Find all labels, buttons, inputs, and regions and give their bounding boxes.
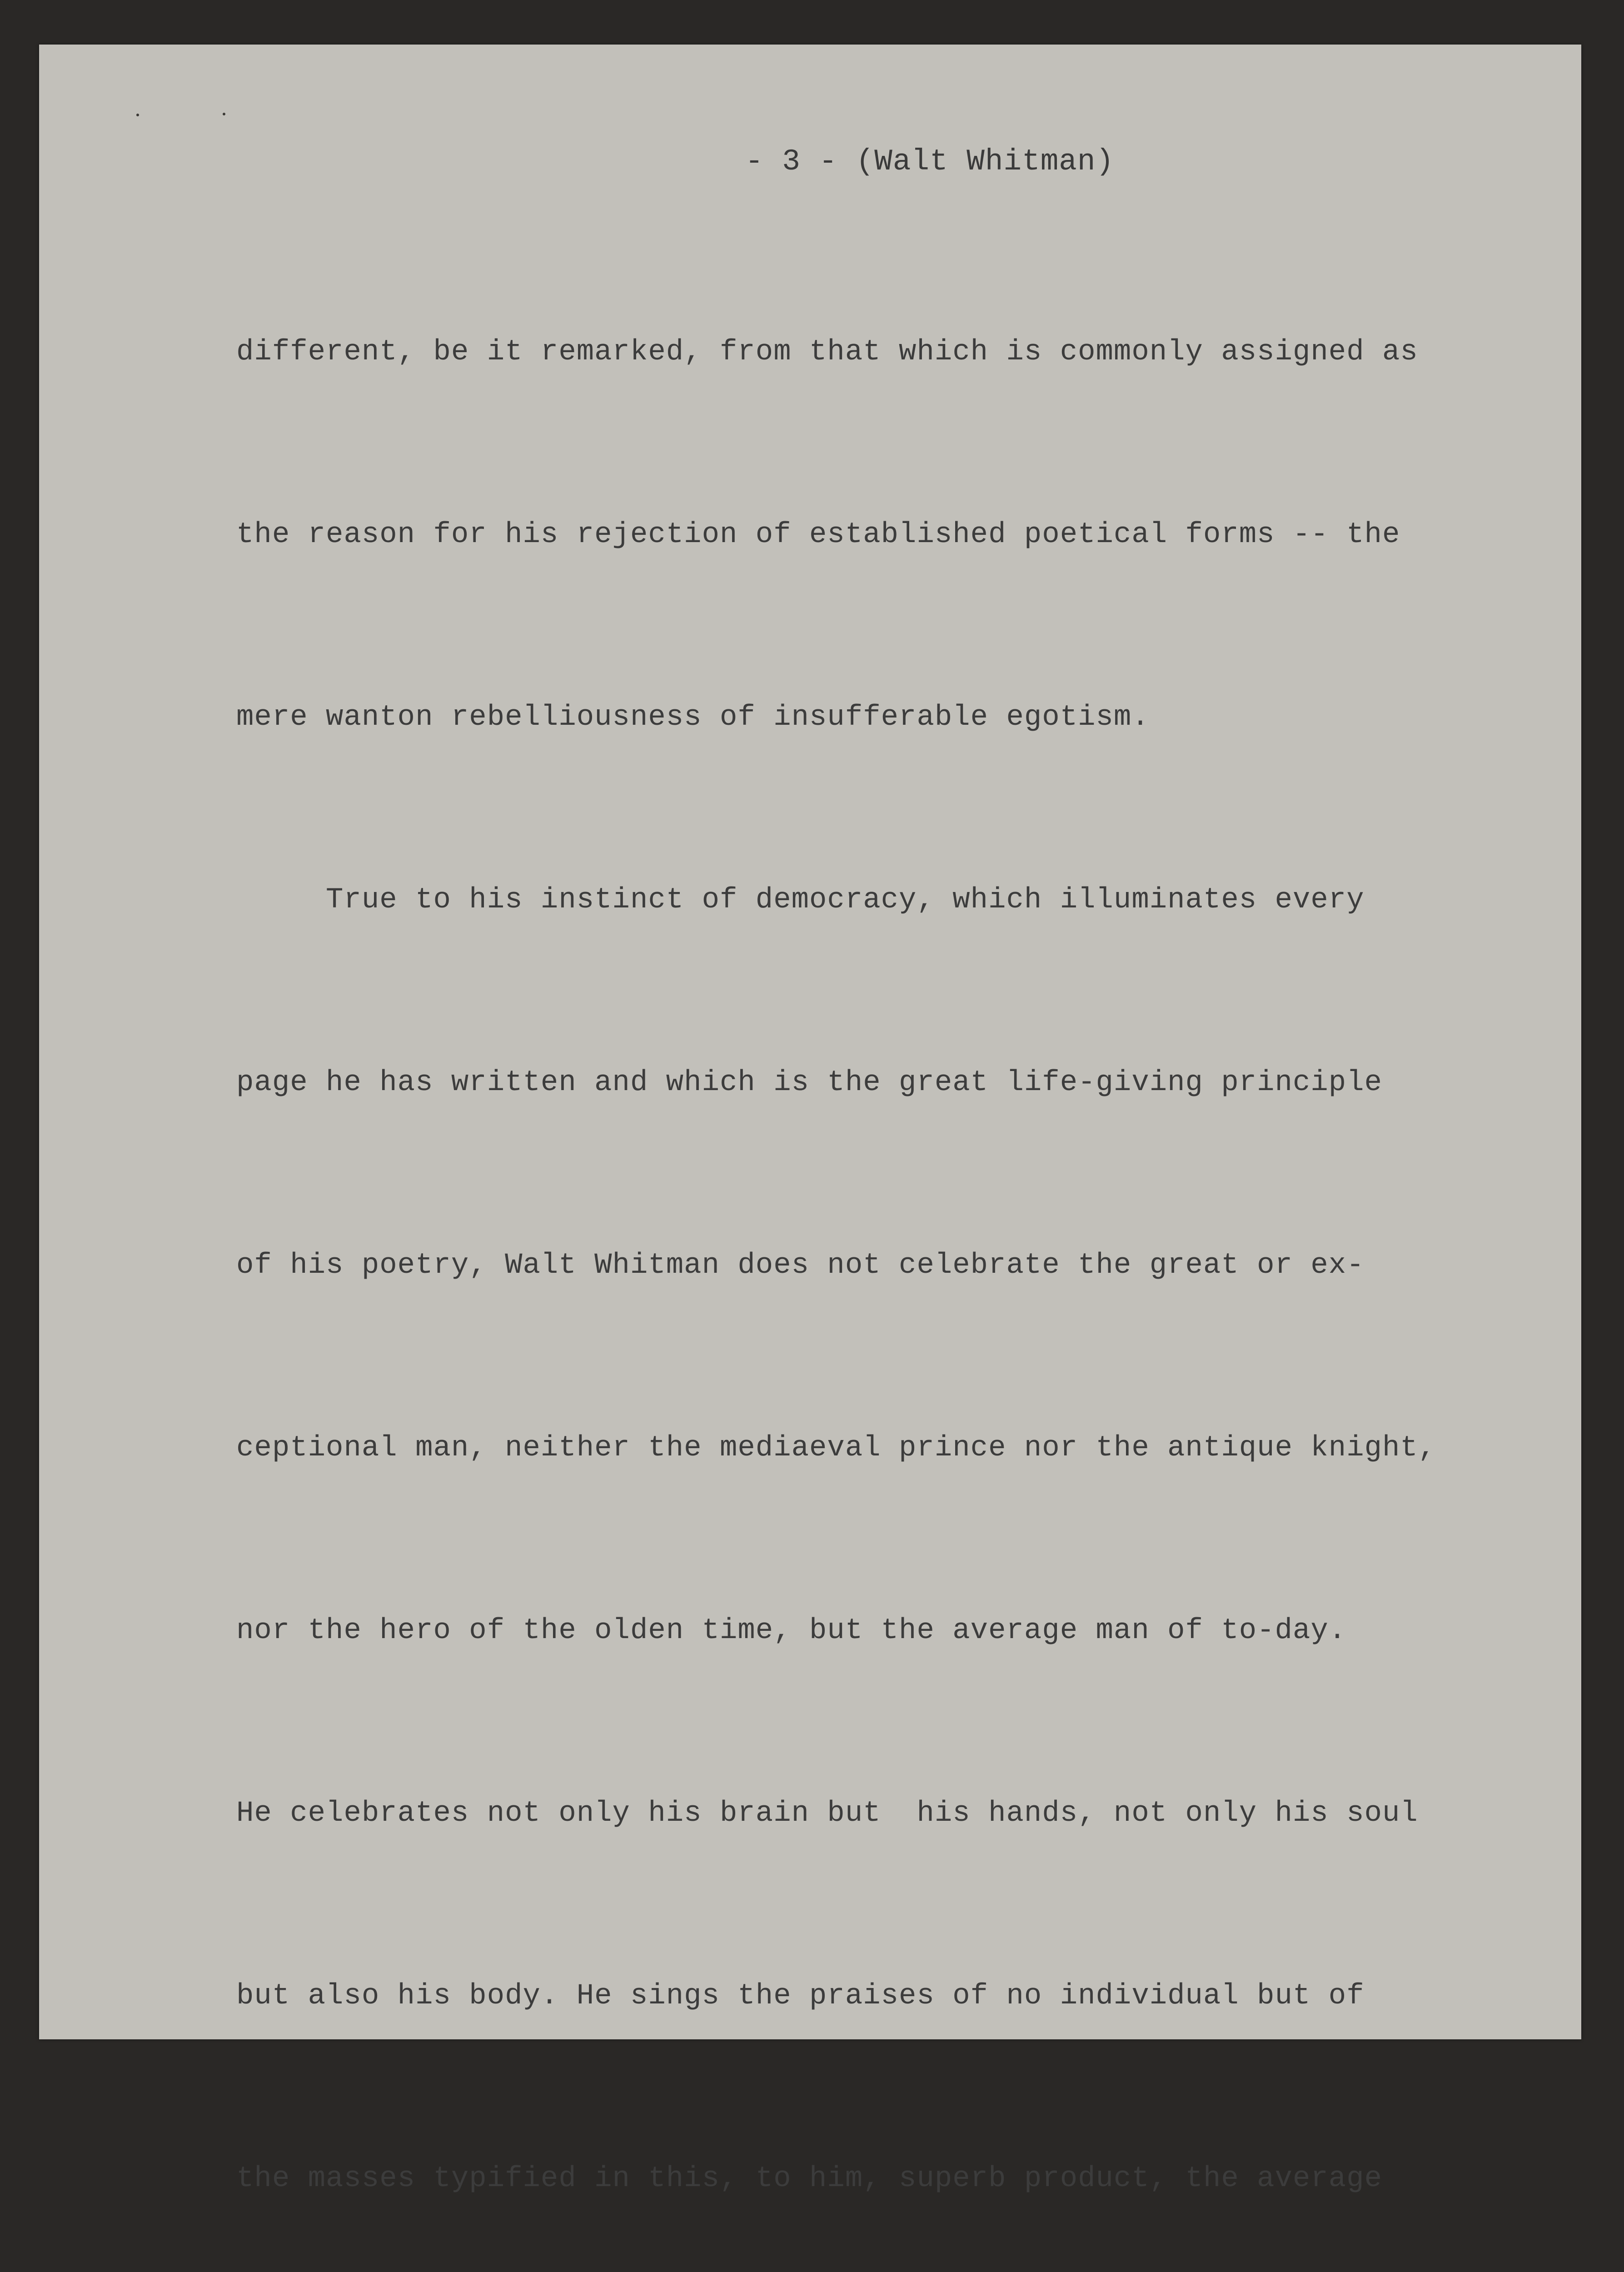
text-line: of his poetry, Walt Whitman does not celebrate the great or ex- [236, 1249, 1365, 1282]
paragraph-start-line: True to his instinct of democracy, which illuminates every [236, 884, 1365, 917]
paper-speck [223, 113, 225, 115]
text-line: page he has written and which is the great life-giving principle [236, 1066, 1382, 1099]
page-header: - 3 - (Walt Whitman) [745, 144, 1115, 179]
text-line: different, be it remarked, from that which is commonly assigned as [236, 336, 1418, 369]
text-line: ceptional man, neither the mediaeval prince nor the antique knight, [236, 1432, 1436, 1465]
text-line: the masses typified in this, to him, superb product, the average [236, 2162, 1382, 2195]
text-line: He celebrates not only his brain but his hands, not only his soul [236, 1797, 1418, 1830]
text-line: but also his body. He sings the praises of no individual but of [236, 1980, 1365, 2013]
paper-speck [136, 114, 139, 116]
text-line: mere wanton rebelliousness of insufferable egotism. [236, 701, 1150, 734]
page-body [236, 200, 1481, 2272]
text-line: nor the hero of the olden time, but the average man of to-day. [236, 1614, 1347, 1647]
text-line: the reason for his rejection of established poetical forms -- the [236, 518, 1400, 551]
